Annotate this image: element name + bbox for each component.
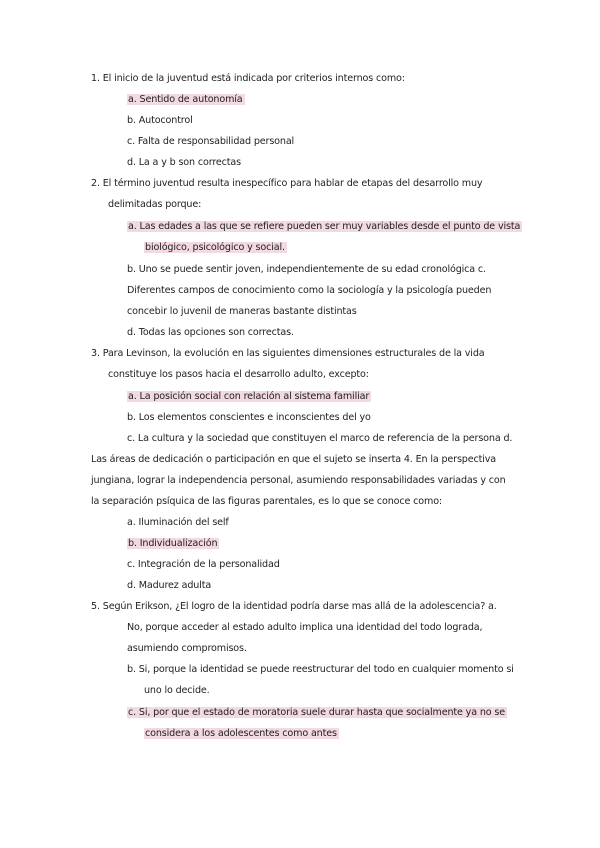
q5-option-c-cont bbox=[144, 727, 339, 741]
q1-option-a-highlight: a. Sentido de autonomía bbox=[128, 94, 243, 105]
q5-option-b: b. Si, porque la identidad se puede reestructurar del todo en cualquier momento si bbox=[127, 664, 514, 675]
question-5-text: 5. Según Erikson, ¿El logro de la identidad podría darse mas allá de la adolescencia? a. bbox=[91, 601, 497, 612]
question-3-text: 3. Para Levinson, la evolución en las siguientes dimensiones estructurales de la vida bbox=[91, 348, 485, 359]
q1-option-d: d. La a y b son correctas bbox=[127, 157, 241, 168]
q5-option-c bbox=[127, 706, 507, 720]
q1-option-c: c. Falta de responsabilidad personal bbox=[127, 136, 295, 147]
question-3-text-cont: constituye los pasos hacia el desarrollo adulto, excepto: bbox=[108, 369, 369, 380]
q4-option-d: d. Madurez adulta bbox=[127, 580, 212, 591]
q2-option-a bbox=[127, 220, 522, 234]
q5-option-c-cont-highlight: considera a los adolescentes como antes bbox=[145, 728, 337, 739]
q2-option-a-highlight: a. Las edades a las que se refiere pueden ser muy variables desde el punto de vista bbox=[128, 221, 521, 232]
q4-option-b-highlight: b. Individualización bbox=[128, 538, 218, 549]
q3-option-a-highlight: a. La posición social con relación al sistema familiar bbox=[128, 391, 370, 402]
q5-option-a-cont: asumiendo compromisos. bbox=[127, 643, 247, 654]
question-2-text: 2. El término juventud resulta inespecífico para hablar de etapas del desarrollo muy bbox=[91, 178, 483, 189]
q4-option-c: c. Integración de la personalidad bbox=[127, 559, 280, 570]
q3-option-d-and-question-4: Las áreas de dedicación o participación en que el sujeto se inserta 4. En la perspectiva bbox=[91, 454, 497, 465]
question-2-text-cont: delimitadas porque: bbox=[108, 199, 202, 210]
q3-option-c: c. La cultura y la sociedad que constituyen el marco de referencia de la persona d. bbox=[127, 433, 513, 444]
q1-option-b: b. Autocontrol bbox=[127, 115, 193, 126]
q2-option-d: d. Todas las opciones son correctas. bbox=[127, 327, 294, 338]
q2-option-c: Diferentes campos de conocimiento como la sociología y la psicología pueden bbox=[127, 285, 492, 296]
q5-option-a: No, porque acceder al estado adulto implica una identidad del todo lograda, bbox=[127, 622, 483, 633]
question-4-text-cont: la separación psíquica de las figuras parentales, es lo que se conoce como: bbox=[91, 496, 442, 507]
q5-option-c-highlight: c. Si, por que el estado de moratoria suele durar hasta que socialmente ya no se bbox=[128, 707, 505, 718]
q5-option-b-cont: uno lo decide. bbox=[144, 685, 210, 696]
q2-option-a-cont-highlight: biológico, psicológico y social. bbox=[145, 242, 285, 253]
q4-option-a: a. Iluminación del self bbox=[127, 517, 229, 528]
q3-option-a bbox=[127, 390, 371, 404]
question-1-text: 1. El inicio de la juventud está indicada por criterios internos como: bbox=[91, 73, 405, 84]
question-4-text: jungiana, lograr la independencia personal, asumiendo responsabilidades variadas y con bbox=[91, 475, 506, 486]
q3-option-b: b. Los elementos conscientes e inconscientes del yo bbox=[127, 412, 371, 423]
q2-option-c-cont: concebir lo juvenil de maneras bastante distintas bbox=[127, 306, 357, 317]
q2-option-a-cont bbox=[144, 241, 287, 255]
q4-option-b bbox=[127, 537, 219, 551]
q1-option-a bbox=[127, 93, 245, 107]
q2-option-b: b. Uno se puede sentir joven, independientemente de su edad cronológica c. bbox=[127, 264, 486, 275]
